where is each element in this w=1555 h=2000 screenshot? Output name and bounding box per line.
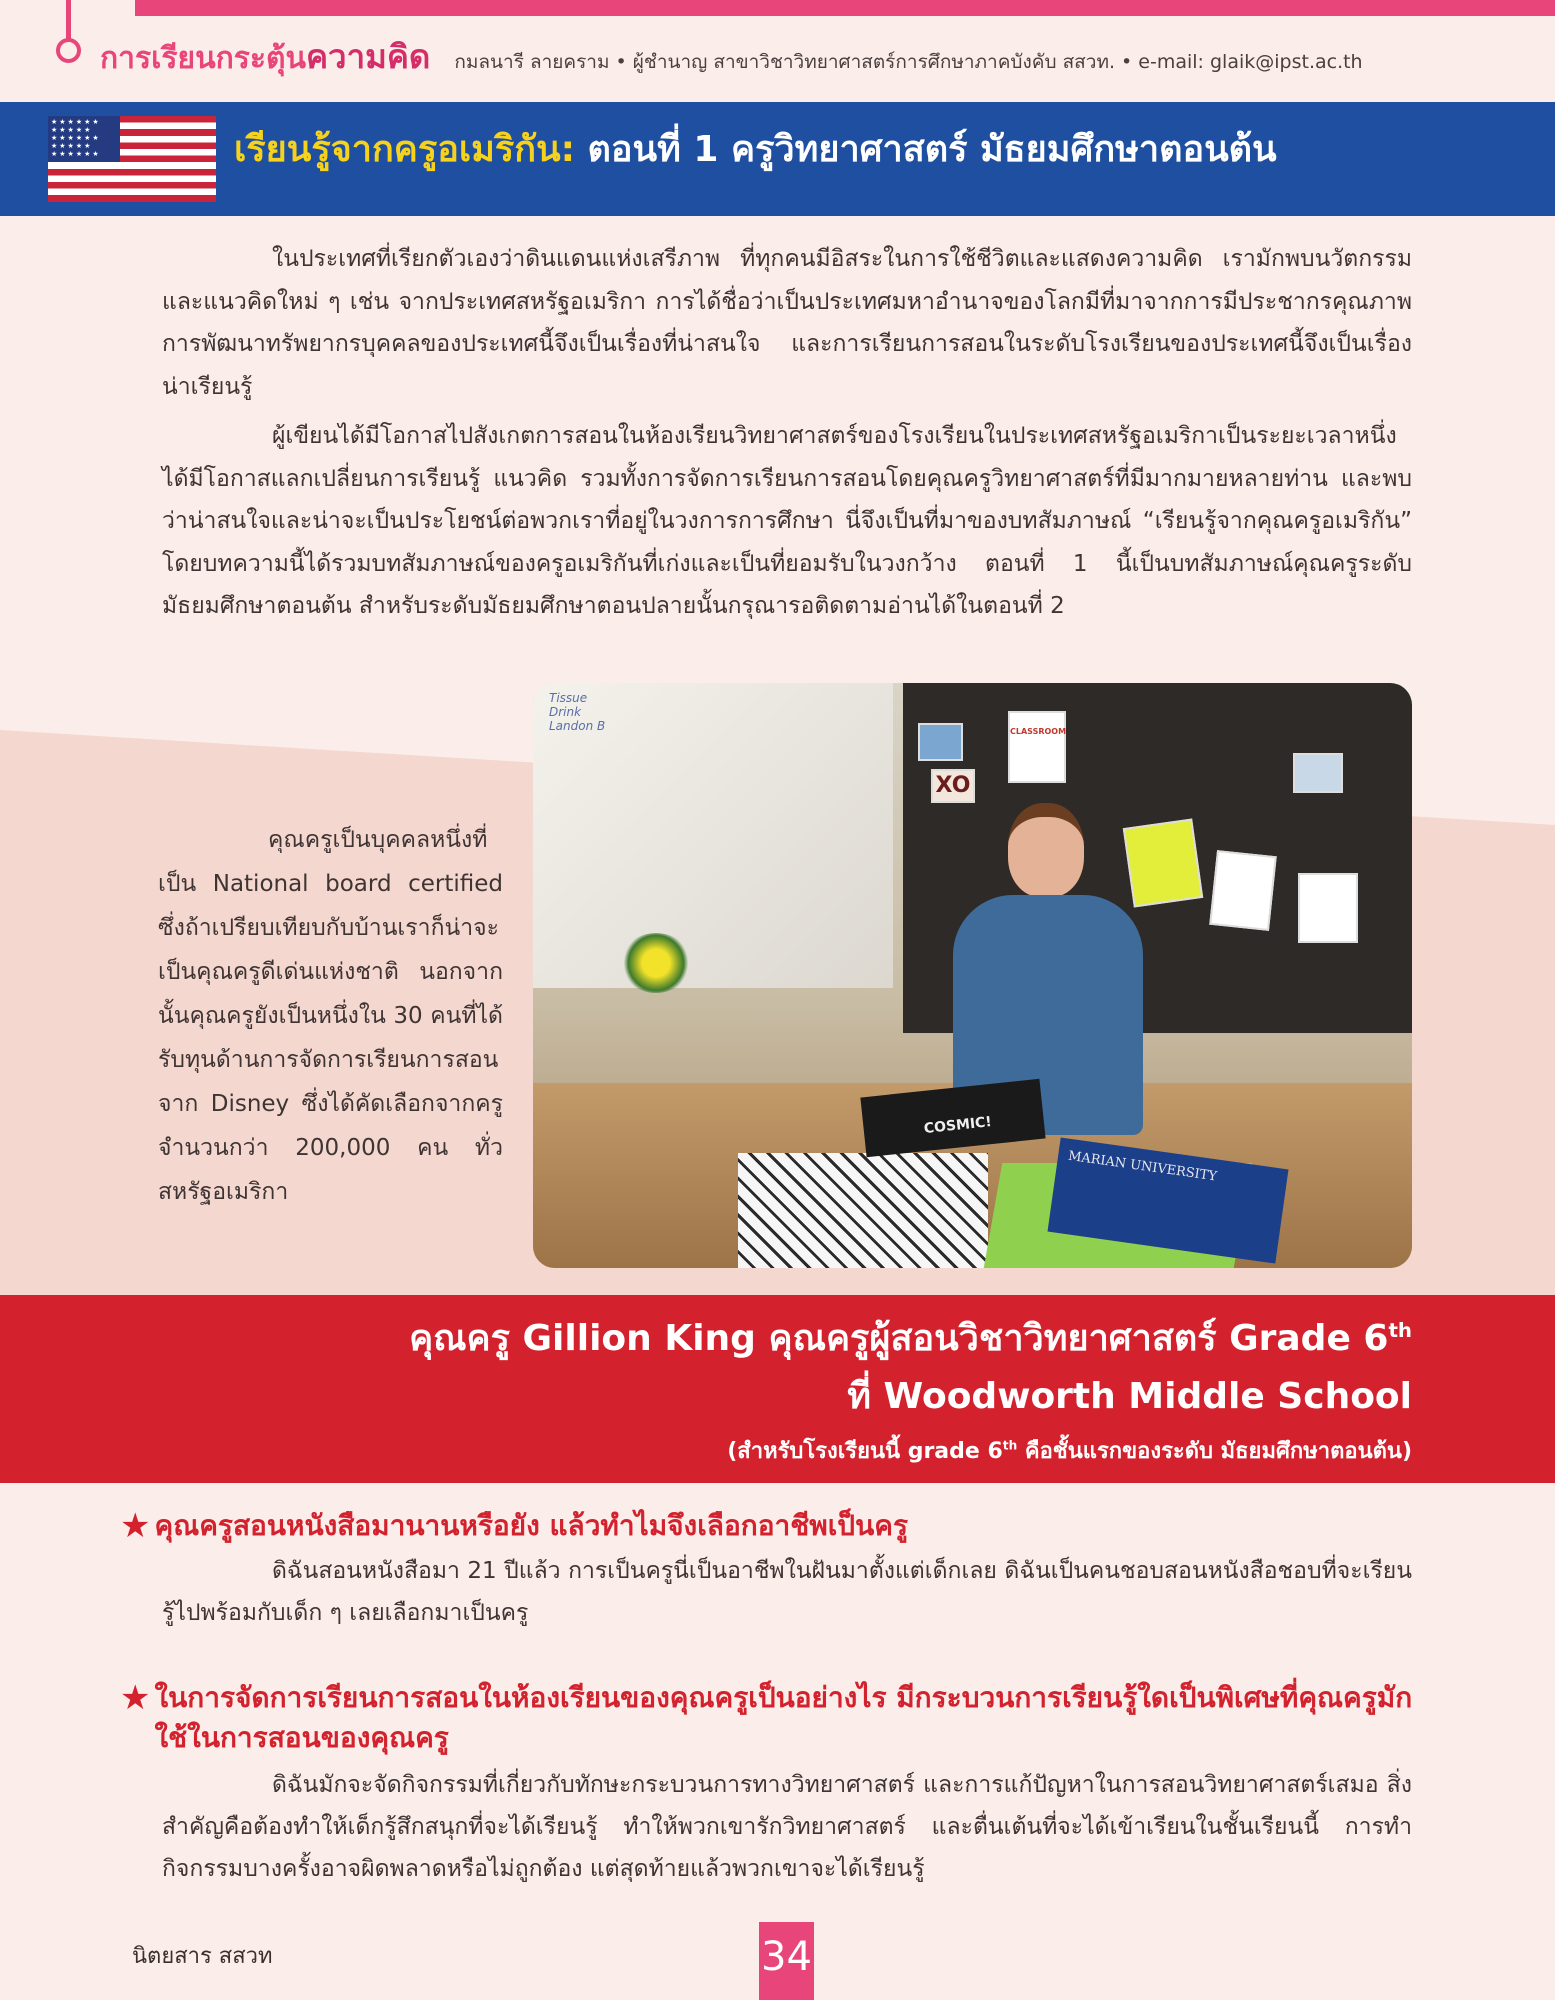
banner-line-3-text: (สำหรับโรงเรียนนี้ grade 6 bbox=[727, 1439, 1003, 1464]
photo-white-paper bbox=[1209, 850, 1277, 931]
photo-binder: MARIAN UNIVERSITY bbox=[1048, 1137, 1289, 1263]
article-title bbox=[234, 120, 1277, 177]
intro-paragraph-2 bbox=[162, 415, 1412, 628]
star-icon: ★ bbox=[120, 1678, 151, 1718]
top-decor-bar bbox=[135, 0, 1555, 16]
top-decor-line bbox=[66, 0, 71, 42]
photo-whiteboard-text: Tissue Drink Landon B bbox=[549, 691, 606, 733]
question-2 bbox=[120, 1678, 1424, 1758]
intro-paragraph-1-text: ในประเทศที่เรียกตัวเองว่าดินแดนแห่งเสรีภาพ ที่ทุกคนมีอิสระในการใช้ชีวิตและแสดงความคิด เรามักพบนวัตกรรม และแนวคิดใหม่ ๆ เช่น จากประเทศสหรัฐอเมริกา การได้ชื่อว่าเป็นประเทศมหาอำนาจของโลกมีที่มาจากการมีประชากรคุณภาพ การพัฒนาทรัพยากรบุคคลของประเทศนี้จึงเป็นเรื่องที่น่าสนใจ และการเรียนการสอนในระดับโรงเรียนของประเทศนี้จึงเป็นเรื่องน่าเรียนรู้ bbox=[162, 246, 1412, 400]
banner-line-1-sup: th bbox=[1388, 1319, 1412, 1342]
answer-1 bbox=[162, 1550, 1412, 1634]
photo-teacher-head bbox=[1008, 803, 1084, 897]
question-2-text: ในการจัดการเรียนการสอนในห้องเรียนของคุณครูเป็นอย่างไร มีกระบวนการเรียนรู้ใดเป็นพิเศษที่คุณครูมักใช้ในการสอนของคุณครู bbox=[154, 1681, 1413, 1754]
answer-2-text: ดิฉันมักจะจัดกิจกรรมที่เกี่ยวกับทักษะกระบวนการทางวิทยาศาสตร์ และการแก้ปัญหาในการสอนวิทยาศาสตร์เสมอ สิ่งสำคัญคือต้องทำให้เด็กรู้สึกสนุกที่จะได้เรียนรู้ ทำให้พวกเขารักวิทยาศาสตร์ และตื่นเต้นที่จะได้เข้าเรียนในชั้นเรียนนี้ การทำกิจกรรมบางครั้งอาจผิดพลาดหรือไม่ถูกต้อง แต่สุดท้ายแล้วพวกเขาจะได้เรียนรู้ bbox=[162, 1772, 1412, 1882]
photo-cosmic-box: COSMIC! bbox=[860, 1079, 1045, 1157]
photo-flowers bbox=[621, 933, 691, 993]
photo-classroom-poster: CLASSROOM bbox=[1008, 711, 1066, 783]
page-number: 34 bbox=[759, 1922, 814, 2000]
answer-2 bbox=[162, 1764, 1412, 1890]
column-name bbox=[100, 30, 430, 83]
author-line: กมลนารี ลายคราม • ผู้ชำนาญ สาขาวิชาวิทยาศาสตร์การศึกษาภาคบังคับ สสวท. • e-mail: glaik@ipst.ac.th bbox=[454, 51, 1363, 73]
column-header bbox=[100, 30, 1363, 74]
column-name-emph: ความคิด bbox=[305, 37, 431, 76]
question-1-text: คุณครูสอนหนังสือมานานหรือยัง แล้วทำไมจึงเลือกอาชีพเป็นครู bbox=[154, 1509, 908, 1542]
article-title-episode: ตอนที่ 1 ครูวิทยาศาสตร์ มัธยมศึกษาตอนต้น bbox=[575, 129, 1277, 170]
banner-line-2: ที่ Woodworth Middle School bbox=[847, 1376, 1412, 1417]
photo-xo-sign: XO bbox=[931, 769, 975, 803]
banner-line-1 bbox=[409, 1309, 1412, 1366]
interview-banner bbox=[0, 1295, 1555, 1483]
star-icon: ★ bbox=[120, 1506, 151, 1546]
banner-line-3-sup: th bbox=[1002, 1438, 1018, 1453]
photo-white-paper-2 bbox=[1298, 873, 1358, 943]
photo-teacher bbox=[953, 803, 1143, 1133]
article-title-series: เรียนรู้จากครูอเมริกัน: bbox=[234, 129, 575, 170]
photo-pinned-picture-2 bbox=[1293, 753, 1343, 793]
column-name-prefix: การเรียนกระตุ้น bbox=[100, 41, 306, 76]
sidebar-caption-text: คุณครูเป็นบุคคลหนึ่งที่เป็น National board certified ซึ่งถ้าเปรียบเทียบกับบ้านเราก็น่าจะเป็นคุณครูดีเด่นแห่งชาติ นอกจากนั้นคุณครูยังเป็นหนึ่งใน 30 คนที่ได้รับทุนด้านการจัดการเรียนการสอนจาก Disney ซึ่งได้คัดเลือกจากครูจำนวนกว่า 200,000 คน ทั่วสหรัฐอเมริกา bbox=[158, 827, 503, 1205]
magazine-name: นิตยสาร สสวท bbox=[132, 1944, 273, 1969]
photo-patterned-paper bbox=[738, 1153, 988, 1268]
banner-line-3 bbox=[727, 1433, 1412, 1468]
intro-paragraph-1 bbox=[162, 238, 1412, 408]
flag-canton: ★★★★★★ ★★★★★ ★★★★★★ ★★★★★ ★★★★★★ bbox=[48, 116, 120, 162]
sidebar-caption bbox=[158, 818, 503, 1214]
photo-pinned-picture bbox=[918, 723, 963, 761]
banner-line-1-text: คุณครู Gillion King คุณครูผู้สอนวิชาวิทยาศาสตร์ Grade 6 bbox=[409, 1318, 1389, 1359]
answer-1-text: ดิฉันสอนหนังสือมา 21 ปีแล้ว การเป็นครูนี่เป็นอาชีพในฝันมาตั้งแต่เด็กเลย ดิฉันเป็นคนชอบสอนหนังสือชอบที่จะเรียนรู้ไปพร้อมกับเด็ก ๆ เลยเลือกมาเป็นครู bbox=[162, 1558, 1412, 1626]
us-flag-icon bbox=[48, 116, 216, 202]
teacher-classroom-photo bbox=[533, 683, 1412, 1268]
intro-paragraph-2-text: ผู้เขียนได้มีโอกาสไปสังเกตการสอนในห้องเรียนวิทยาศาสตร์ของโรงเรียนในประเทศสหรัฐอเมริกาเป็นระยะเวลาหนึ่ง ได้มีโอกาสแลกเปลี่ยนการเรียนรู้ แนวคิด รวมทั้งการจัดการเรียนการสอนโดยคุณครูวิทยาศาสตร์ที่มีมากมายหลายท่าน และพบว่าน่าสนใจและน่าจะเป็นประโยชน์ต่อพวกเราที่อยู่ในวงการการศึกษา นี่จึงเป็นที่มาของบทสัมภาษณ์ “เรียนรู้จากคุณครูอเมริกัน” โดยบทความนี้ได้รวมบทสัมภาษณ์ของครูอเมริกันที่เก่งและเป็นที่ยอมรับในวงกว้าง ตอนที่ 1 นี้เป็นบทสัมภาษณ์คุณครูระดับมัธยมศึกษาตอนต้น สำหรับระดับมัธยมศึกษาตอนปลายนั้นกรุณารอติดตามอ่านได้ในตอนที่ 2 bbox=[162, 423, 1412, 619]
banner-line-3-post: คือชั้นแรกของระดับ มัธยมศึกษาตอนต้น) bbox=[1017, 1439, 1412, 1464]
top-decor-circle bbox=[56, 38, 81, 63]
question-1 bbox=[120, 1506, 1424, 1546]
